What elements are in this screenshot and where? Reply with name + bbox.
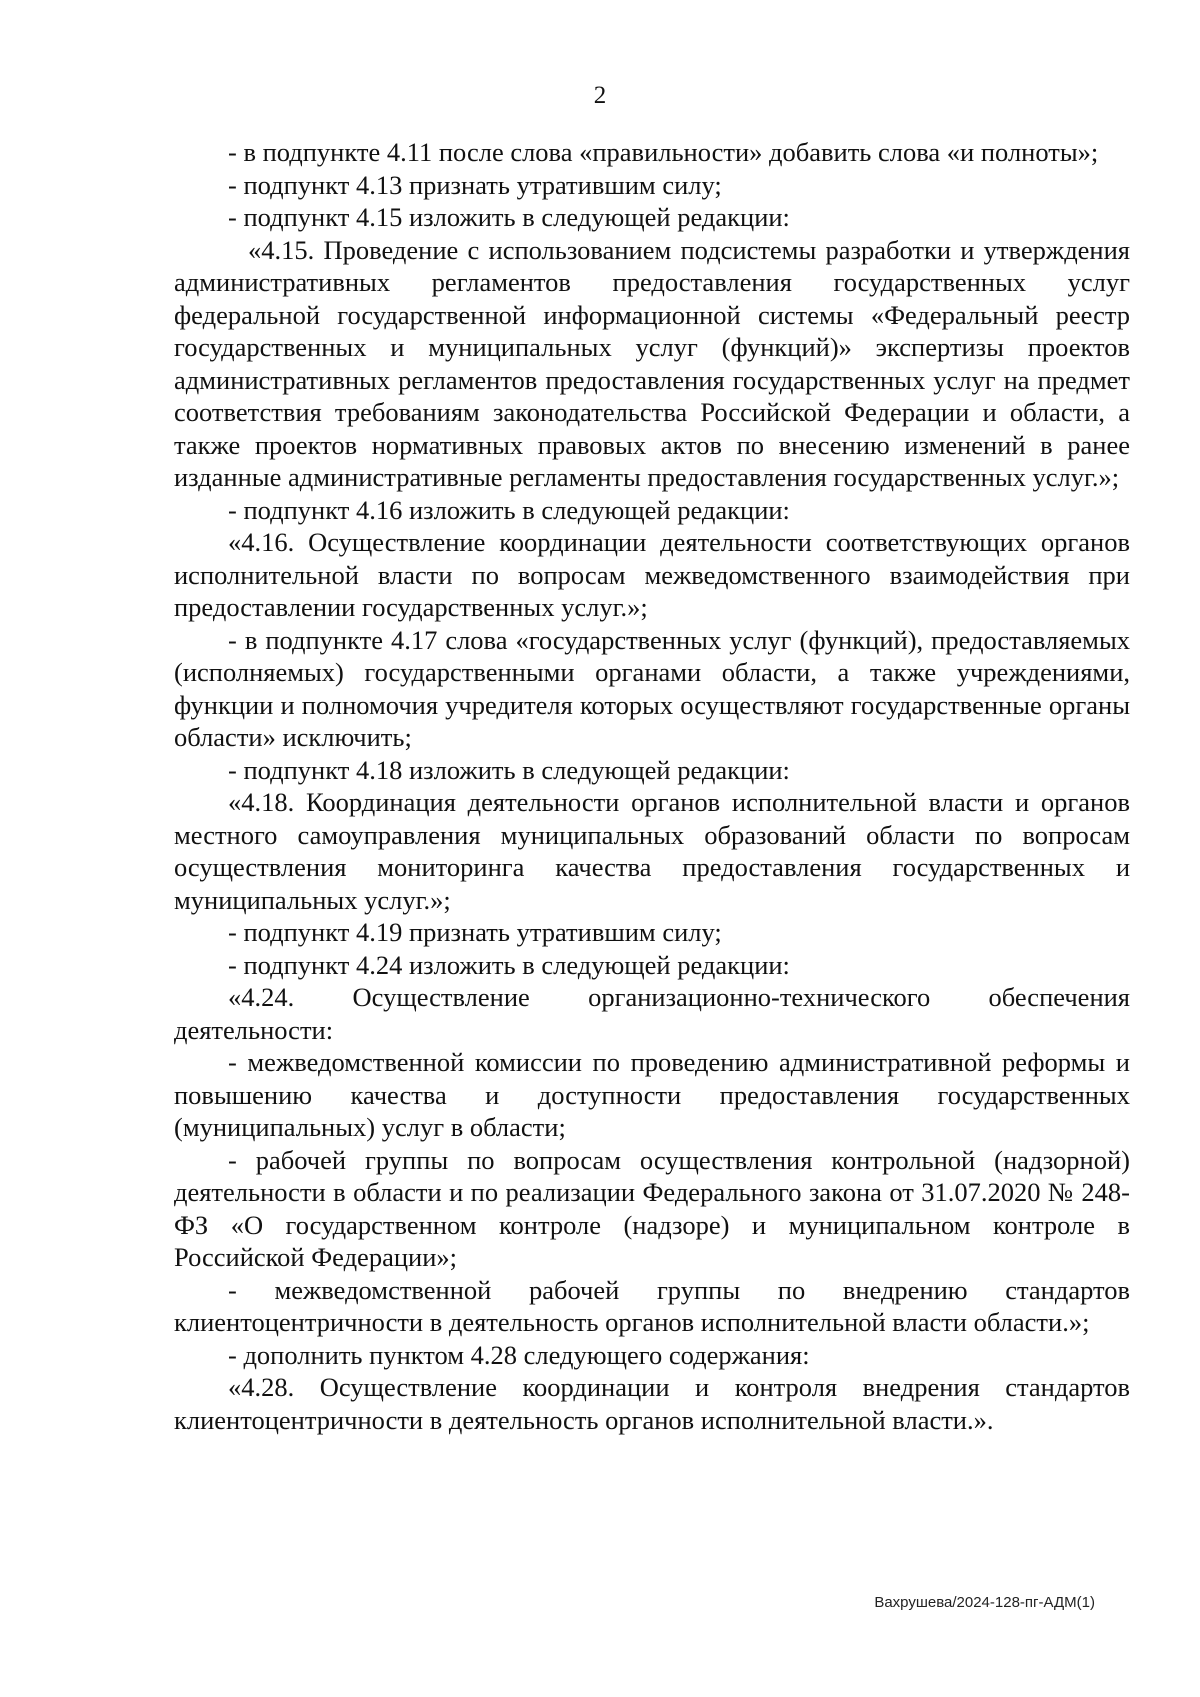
paragraph-subpoint-4-16-intro: - подпункт 4.16 изложить в следующей редакции: [228, 494, 790, 525]
paragraph-4-24-item-commission: - межведомственной комиссии по проведению административной реформы и повышению качества и доступности предоставления государственных (муниципальных) услуг в области; [174, 1047, 1130, 1142]
paragraph-4-24-item-interagency-group: - межведомственной рабочей группы по внедрению стандартов клиентоцентричности в деятельность органов исполнительной власти области.»; [174, 1274, 1130, 1337]
page-number: 2 [593, 82, 607, 109]
paragraph-4-28-text: «4.28. Осуществление координации и контроля внедрения стандартов клиентоцентричности в деятельность органов исполнительной власти.». [174, 1372, 1130, 1435]
document-footer-code: Вахрушева/2024-128-пг-АДМ(1) [874, 1594, 1095, 1611]
paragraph-subpoint-4-11: - в подпункте 4.11 после слова «правильности» добавить слова «и полноты»; [228, 137, 1099, 167]
paragraph-subpoint-4-15-intro: - подпункт 4.15 изложить в следующей редакции: [228, 202, 790, 232]
paragraph-4-18-text: «4.18. Координация деятельности органов исполнительной власти и органов местного самоуправления муниципальных образований области по вопросам осуществления мониторинга качества предоставления государственных и муниципальных услуг.»; [174, 787, 1130, 915]
paragraph-add-4-28-intro: - дополнить пунктом 4.28 следующего содержания: [228, 1339, 810, 1370]
paragraph-subpoint-4-17: - в подпункте 4.17 слова «государственных услуг (функций), предоставляемых (исполняемых) государственными органами области, а также учреждениями, функции и полномочия учредителя которых осуществляют государственные органы области» исключить; [174, 624, 1130, 752]
paragraph-4-16-text: «4.16. Осуществление координации деятельности соответствующих органов исполнительной власти по вопросам межведомственного взаимодействия при предоставлении государственных услуг.»; [174, 527, 1130, 622]
paragraph-4-24-item-working-group: - рабочей группы по вопросам осуществления контрольной (надзорной) деятельности в области и по реализации Федерального закона от 31.07.2020 № 248-ФЗ «О государственном контроле (надзоре) и муниципальном контроле в Российской Федерации»; [174, 1144, 1130, 1272]
document-body [174, 136, 1130, 1436]
paragraph-4-15-text: «4.15. Проведение с использованием подсистемы разработки и утверждения административных регламентов предоставления государственных услуг федеральной государственной информационной системы «Федеральный реестр государственных и муниципальных услуг (функций)» экспертизы проектов административных регламентов предоставления государственных услуг на предмет соответствия требованиям законодательства Российской Федерации и области, а также проектов нормативных правовых актов по внесению изменений в ранее изданные административные регламенты предоставления государственных услуг.»; [174, 234, 1130, 492]
paragraph-subpoint-4-19: - подпункт 4.19 признать утратившим силу; [228, 917, 722, 947]
paragraph-subpoint-4-13: - подпункт 4.13 признать утратившим силу; [228, 169, 722, 200]
paragraph-4-24-text: «4.24. Осуществление организационно-технического обеспечения деятельности: [174, 982, 1130, 1045]
paragraph-subpoint-4-24-intro: - подпункт 4.24 изложить в следующей редакции: [228, 949, 790, 980]
paragraph-subpoint-4-18-intro: - подпункт 4.18 изложить в следующей редакции: [228, 754, 790, 785]
